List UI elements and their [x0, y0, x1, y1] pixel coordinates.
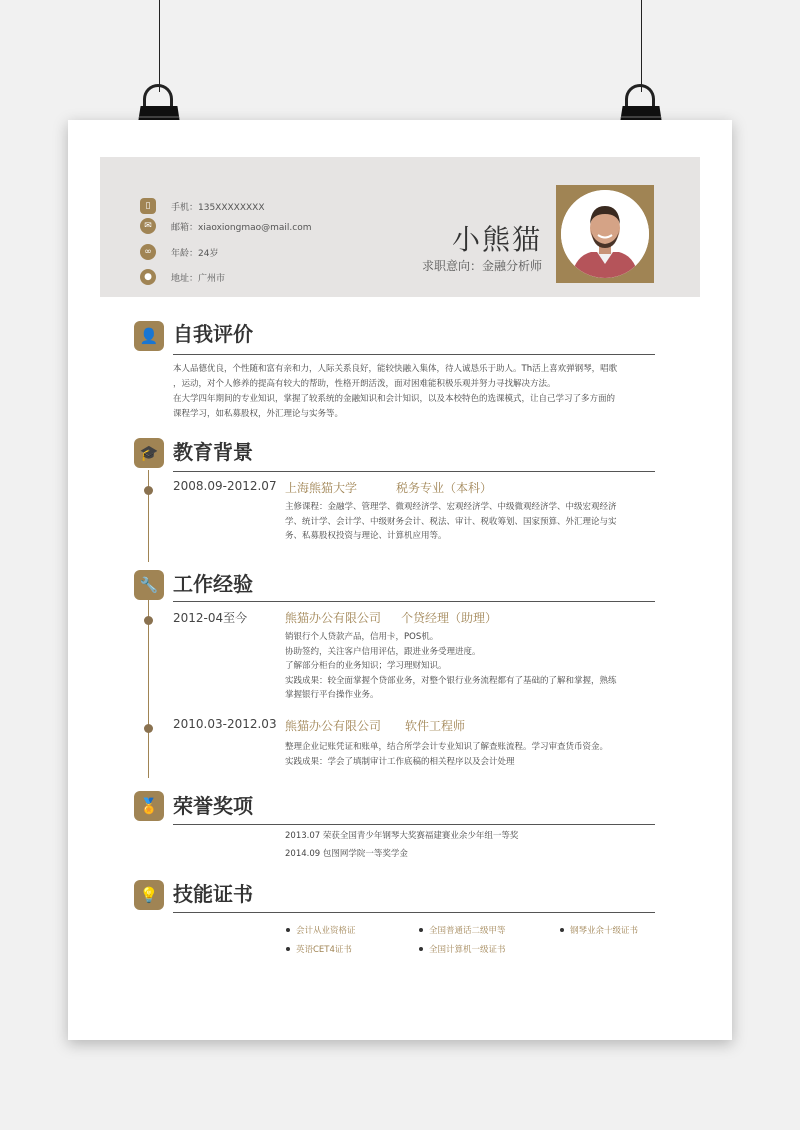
job-detail-line: 实践成果：较全面掌握个贷部业务，对整个银行业务流程都有了基础的了解和掌握，熟练	[285, 675, 617, 686]
hanging-wire-left	[159, 0, 160, 92]
hanging-wire-right	[641, 0, 642, 92]
education-school: 上海熊猫大学	[285, 481, 358, 495]
education-major: 税务专业（本科）	[396, 481, 493, 495]
contact-age	[140, 244, 218, 260]
contact-age-label: 年龄：24岁	[171, 248, 219, 259]
timeline-dot	[144, 616, 153, 625]
section-title-self-eval: 自我评价	[173, 322, 253, 346]
section-divider	[173, 354, 655, 355]
section-divider	[173, 912, 655, 913]
wrench-icon: 🔧	[134, 570, 164, 600]
section-title-education: 教育背景	[173, 440, 253, 464]
section-title-skills: 技能证书	[173, 882, 253, 906]
self-eval-line: 课程学习，如私募股权，外汇理论与实务等。	[173, 409, 344, 419]
job-details	[285, 740, 657, 769]
education-timeline	[148, 470, 149, 562]
skill-item	[419, 924, 506, 936]
contact-address-label: 地址：广州市	[171, 273, 226, 284]
link-icon: ∞	[140, 244, 156, 260]
lightbulb-icon: 💡	[134, 880, 164, 910]
skill-label: 全国普通话二级甲等	[429, 926, 506, 936]
contact-address	[140, 269, 225, 285]
contact-phone-label: 手机：135XXXXXXXX	[171, 202, 265, 213]
graduation-cap-icon: 🎓	[134, 438, 164, 468]
section-divider	[173, 471, 655, 472]
contact-phone	[140, 198, 265, 214]
person-icon: 👤	[134, 321, 164, 351]
skill-label: 全国计算机一级证书	[429, 945, 506, 955]
job-role: 软件工程师	[405, 719, 466, 733]
section-divider	[173, 824, 655, 825]
contact-email	[140, 218, 311, 234]
section-title-honors: 荣誉奖项	[173, 794, 253, 818]
job-company: 熊猫办公有限公司	[285, 611, 382, 625]
section-divider	[173, 601, 655, 602]
self-eval-line: 本人品德优良，个性随和富有亲和力，人际关系良好，能较快融入集体，待人诚恳乐于助人。Th活上喜欢弹钢琴，唱歌	[173, 364, 618, 374]
skill-item	[560, 924, 638, 936]
skill-item	[286, 924, 356, 936]
job-company: 熊猫办公有限公司	[285, 719, 382, 733]
award-ribbon-icon: 🏅	[134, 791, 164, 821]
avatar-portrait	[561, 190, 649, 278]
skill-item	[419, 943, 506, 955]
profile-photo	[556, 185, 654, 283]
skill-item	[286, 943, 352, 955]
skill-label: 钢琴业余十级证书	[570, 926, 639, 936]
job-detail-line: 了解部分柜台的业务知识；学习理财知识。	[285, 661, 447, 671]
job-intent: 求职意向：金融分析师	[421, 259, 542, 273]
contact-email-label: 邮箱：xiaoxiongmao@mail.com	[171, 222, 312, 233]
honor-item: 2013.07 荣获全国青少年钢琴大奖赛福建赛业余少年组一等奖	[285, 831, 519, 841]
honor-item: 2014.09 包图网学院一等奖学金	[285, 849, 408, 859]
job-role: 个贷经理（助理）	[401, 611, 498, 625]
timeline-dot	[144, 486, 153, 495]
candidate-name: 小熊猫	[451, 223, 542, 256]
job-detail-line: 整理企业记账凭证和账单，结合所学会计专业知识了解查账流程。学习审查货币资金。	[285, 742, 609, 752]
work-timeline	[148, 600, 149, 778]
job-details	[285, 630, 657, 703]
education-date: 2008.09-2012.07	[173, 479, 277, 493]
job-date: 2012-04至今	[173, 611, 248, 625]
job-detail-line: 销银行个人贷款产品，信用卡，POS机。	[285, 632, 439, 642]
education-course-line: 主修课程：金融学、管理学、微观经济学、宏观经济学、中级微观经济学、中级宏观经济	[285, 502, 617, 512]
self-eval-line: 在大学四年期间的专业知识，掌握了较系统的金融知识和会计知识，以及本校特色的选课模式，让自己学习了多方面的	[173, 394, 616, 404]
mail-icon: ✉	[140, 218, 156, 234]
section-title-work: 工作经验	[173, 572, 253, 596]
job-date: 2010.03-2012.03	[173, 717, 277, 731]
job-detail-line: 协助签约，关注客户信用评估，跟进业务受理进度。	[285, 646, 481, 657]
self-eval-text	[173, 362, 658, 422]
timeline-dot	[144, 724, 153, 733]
education-course-line: 务、私募股权投资与理论、计算机应用等。	[285, 531, 447, 541]
skill-label: 英语CET4证书	[296, 945, 352, 955]
skill-label: 会计从业资格证	[296, 926, 356, 936]
job-detail-line: 掌握银行平台操作业务。	[285, 690, 379, 700]
education-course-line: 学、统计学、会计学、中级财务会计、税法、审计、税收筹划、国家预算、外汇理论与实	[285, 516, 617, 527]
self-eval-line: ，运动，对个人修养的提高有较大的帮助，性格开朗活泼，面对困难能积极乐观并努力寻找解决方法。	[173, 379, 556, 389]
location-icon: ●	[140, 269, 156, 285]
job-detail-line: 实践成果：学会了填制审计工作底稿的相关程序以及会计处理	[285, 756, 515, 767]
phone-icon: ▯	[140, 198, 156, 214]
education-courses	[285, 500, 657, 544]
